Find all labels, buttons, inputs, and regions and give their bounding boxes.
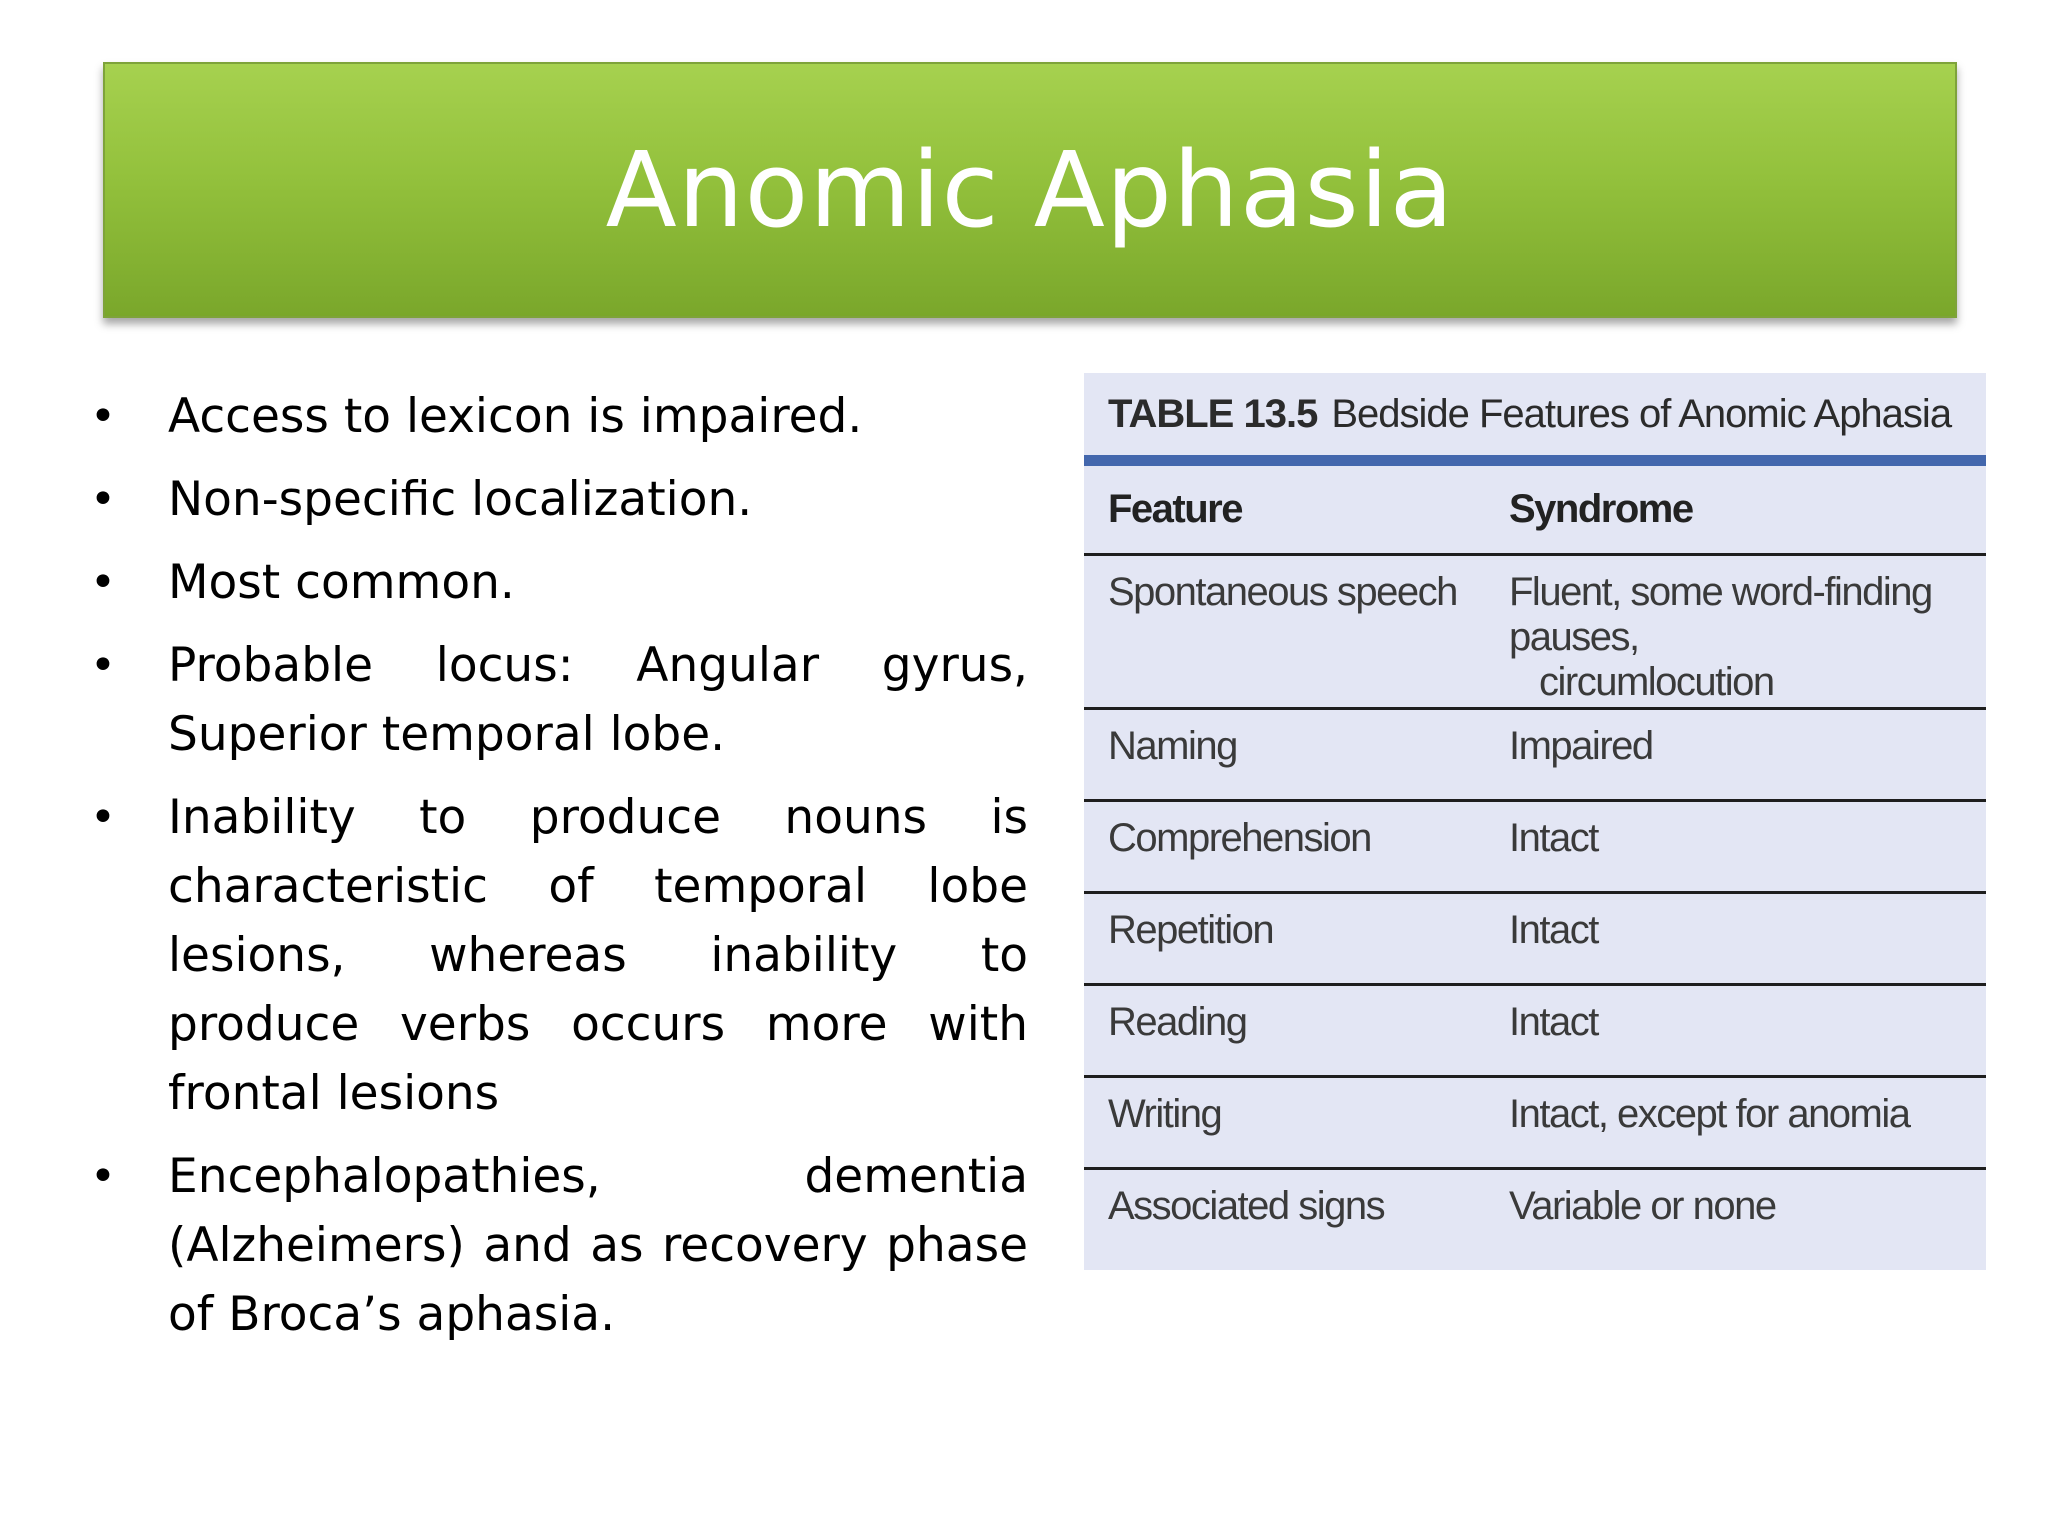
cell-syndrome-line: circumlocution (1539, 660, 1774, 704)
table-title: Bedside Features of Anomic Aphasia (1331, 391, 1952, 436)
bullet-icon: • (90, 474, 116, 525)
header-feature: Feature (1108, 487, 1242, 531)
bullet-icon: • (90, 640, 116, 691)
table-row (1084, 894, 1986, 986)
cell-syndrome: Variable or none (1509, 1184, 1776, 1228)
features-table (1084, 373, 1986, 1270)
cell-syndrome (1509, 570, 1986, 707)
bullet-text: Probable locus: Angular gyrus, Superior temporal lobe. (168, 638, 1028, 762)
title-banner (103, 62, 1957, 318)
slide-title: Anomic Aphasia (605, 129, 1455, 251)
bullet-text: Inability to produce nouns is characteristic of temporal lobe lesions, whereas inability to produce verbs occurs more with frontal lesions (168, 790, 1028, 1121)
bullet-icon: • (90, 1151, 116, 1202)
cell-syndrome: Intact (1509, 908, 1598, 952)
bullet-item (88, 1142, 1028, 1349)
cell-feature: Spontaneous speech (1108, 570, 1457, 614)
table-row (1084, 710, 1986, 802)
bullet-icon: • (90, 792, 116, 843)
cell-feature: Associated signs (1108, 1184, 1385, 1228)
table-header-row (1084, 466, 1986, 556)
bullet-text: Access to lexicon is impaired. (168, 389, 863, 444)
bullet-icon: • (90, 391, 116, 442)
bullet-list (88, 382, 1028, 1363)
bullet-text: Non-specific localization. (168, 472, 753, 527)
table-row (1084, 802, 1986, 894)
table-row (1084, 556, 1986, 710)
bullet-item (88, 548, 1028, 617)
cell-feature: Comprehension (1108, 816, 1371, 860)
bullet-item (88, 465, 1028, 534)
cell-feature: Reading (1108, 1000, 1247, 1044)
table-row (1084, 1078, 1986, 1170)
cell-syndrome-line: Fluent, some word-finding pauses, (1509, 570, 1932, 659)
cell-feature: Writing (1108, 1092, 1222, 1136)
bullet-text: Encephalopathies, dementia (Alzheimers) and as recovery phase of Broca’s aphasia. (168, 1149, 1028, 1342)
table-caption (1084, 373, 1986, 466)
header-syndrome: Syndrome (1509, 487, 1693, 531)
table-row (1084, 1170, 1986, 1268)
bullet-item (88, 631, 1028, 769)
bullet-icon: • (90, 557, 116, 608)
table-number: TABLE 13.5 (1108, 391, 1318, 436)
cell-syndrome: Intact (1509, 816, 1598, 860)
table-row (1084, 986, 1986, 1078)
cell-syndrome: Intact, except for anomia (1509, 1092, 1910, 1136)
cell-feature: Repetition (1108, 908, 1274, 952)
bullet-text: Most common. (168, 555, 515, 610)
cell-syndrome: Impaired (1509, 724, 1653, 768)
cell-syndrome: Intact (1509, 1000, 1598, 1044)
bullet-item (88, 382, 1028, 451)
bullet-item (88, 783, 1028, 1128)
cell-feature: Naming (1108, 724, 1237, 768)
